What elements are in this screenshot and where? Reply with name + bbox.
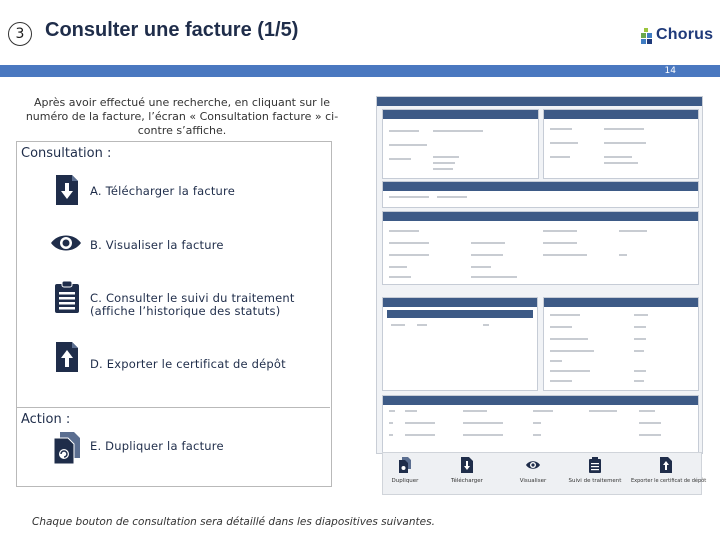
tracking-sublabel: (affiche l’historique des statuts) [90, 304, 281, 318]
slide-header-bar [0, 65, 720, 77]
download-invoice-label: A. Télécharger la facture [90, 184, 235, 198]
eye-icon[interactable] [50, 232, 82, 254]
toolbar-tracking-label: Suivi de traitement [568, 478, 622, 484]
screenshot-toolbar [382, 452, 707, 495]
clipboard-list-icon [588, 457, 602, 473]
screenshot-block-1 [382, 109, 539, 179]
screenshot-block-7 [382, 395, 699, 453]
duplicate-icon[interactable] [52, 431, 84, 465]
tracking-label: C. Consulter le suivi du traitement [90, 291, 295, 305]
section-divider [16, 407, 330, 408]
toolbar-export-button[interactable] [631, 457, 707, 484]
export-certificate-label: D. Exporter le certificat de dépôt [90, 357, 286, 371]
toolbar-download-label: Télécharger [451, 478, 483, 484]
screenshot-block-6 [543, 297, 699, 391]
page-number: 14 [664, 66, 676, 76]
download-icon [460, 457, 474, 473]
screenshot-block-5 [382, 297, 538, 391]
page-title: Consulter une facture (1/5) [45, 19, 299, 41]
upload-icon [659, 457, 673, 473]
step-number-badge: 3 [8, 22, 32, 46]
toolbar-view-button[interactable] [505, 457, 561, 484]
screenshot-top-bar [377, 97, 702, 106]
clipboard-list-icon[interactable] [54, 280, 80, 314]
footer-note: Chaque bouton de consultation sera détaillé dans les diapositives suivantes. [32, 516, 435, 528]
toolbar-duplicate-label: Dupliquer [391, 478, 419, 484]
view-invoice-label: B. Visualiser la facture [90, 238, 224, 252]
toolbar-view-label: Visualiser [519, 478, 547, 484]
chorus-logo-mark-icon [640, 26, 656, 48]
download-icon[interactable] [54, 174, 80, 206]
upload-icon[interactable] [54, 341, 80, 373]
intro-text: Après avoir effectué une recherche, en cliquant sur le numéro de la facture, l’écran « Consultation facture » ci-contre s’affiche. [25, 96, 339, 137]
screenshot-block-2 [543, 109, 699, 179]
toolbar-tracking-button[interactable] [567, 457, 623, 484]
duplicate-invoice-label: E. Dupliquer la facture [90, 439, 224, 453]
toolbar-download-button[interactable] [439, 457, 495, 484]
chorus-logo [640, 26, 716, 48]
screenshot-block-4 [382, 211, 699, 285]
duplicate-icon [398, 457, 412, 473]
consultation-label: Consultation : [21, 146, 112, 161]
eye-icon [525, 457, 541, 473]
toolbar-duplicate-button[interactable] [377, 457, 433, 484]
action-label: Action : [21, 412, 71, 427]
toolbar-export-label: Exporter le certificat de dépôt [631, 478, 707, 484]
chorus-logo-text: Chorus [656, 26, 714, 43]
invoice-screen-screenshot [376, 96, 703, 454]
screenshot-block-3 [382, 181, 699, 208]
